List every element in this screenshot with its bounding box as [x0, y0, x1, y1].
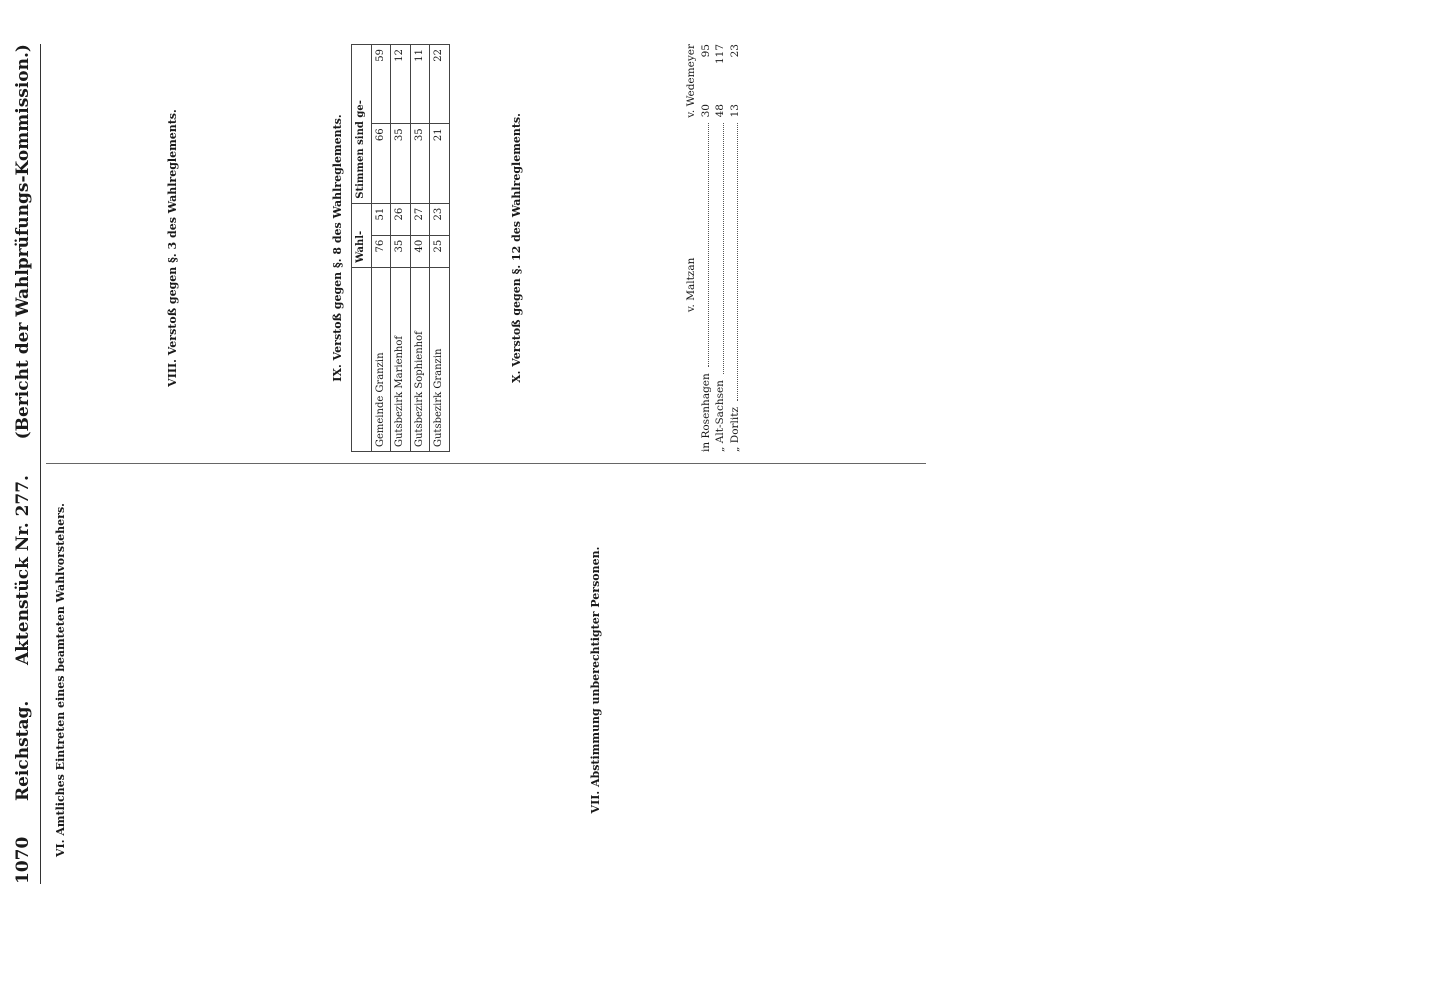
list-item-place: „ Alt-Sachsen	[714, 380, 726, 452]
section-x-heading: X. Verstoß gegen §. 12 des Wahlreglements.	[509, 113, 523, 383]
table-cell-value: 11	[410, 45, 430, 124]
vote-table-place-header	[352, 267, 372, 451]
header-aktenstueck: Aktenstück Nr. 277.	[13, 475, 33, 666]
left-column	[46, 476, 609, 884]
table-cell-value: 25	[430, 235, 450, 267]
table-cell-value: 27	[410, 203, 430, 235]
header-rule	[40, 44, 41, 884]
list-item-place: in Rosenhagen	[699, 373, 712, 452]
candidate-name-2: v. Wedemeyer	[685, 44, 697, 118]
section-viii-heading: VIII. Verstoß gegen §. 3 des Wahlreglements.	[166, 109, 179, 387]
list-item-value: 30	[699, 104, 712, 118]
page-header	[8, 44, 38, 884]
table-cell-place: Gutsbezirk Granzin	[430, 267, 450, 451]
header-reichstag: Reichstag.	[13, 700, 33, 802]
list-item-value: 48	[714, 104, 726, 118]
column-divider	[46, 463, 926, 464]
table-cell-value: 35	[391, 235, 411, 267]
vote-table-eligible-header: Wahl-	[352, 203, 372, 267]
list-item	[728, 44, 743, 452]
table-cell-value: 26	[391, 203, 411, 235]
table-cell-value: 40	[410, 235, 430, 267]
table-cell-value: 66	[371, 124, 391, 203]
list-item-place: „ Dorlitz	[728, 406, 741, 452]
table-cell-place: Gutsbezirk Sophienhof	[410, 267, 430, 451]
table-cell-value: 35	[410, 124, 430, 203]
list-item-value: 117	[714, 44, 726, 65]
table-row	[430, 45, 450, 452]
table-cell-value: 51	[371, 203, 391, 235]
table-row	[371, 45, 391, 452]
table-cell-value: 22	[430, 45, 450, 124]
table-cell-value: 23	[430, 203, 450, 235]
list-item	[699, 44, 714, 452]
table-row	[391, 45, 411, 452]
list-item-value: 23	[728, 44, 741, 58]
right-column	[46, 44, 742, 452]
dot-leader	[699, 123, 710, 367]
table-cell-value: 35	[391, 124, 411, 203]
section-ix-heading: IX. Verstoß gegen §. 8 des Wahlreglements.	[330, 114, 344, 382]
list-item-value: 95	[699, 44, 712, 58]
page-number: 1070	[13, 836, 33, 884]
vote-table-votes-header: Stimmen sind ge-	[352, 45, 372, 204]
header-commission: (Bericht der Wahlprüfungs-Kommission.)	[13, 44, 33, 440]
dot-leader	[713, 123, 724, 374]
section-vii-heading: VII. Abstimmung unberechtigter Personen.	[588, 546, 602, 814]
vote-table	[351, 44, 450, 452]
list-item	[713, 44, 728, 452]
table-cell-place: Gemeinde Granzin	[371, 267, 391, 451]
table-cell-value: 12	[391, 45, 411, 124]
candidate-name-1: v. Maltzan	[685, 257, 697, 313]
table-cell-value: 76	[371, 235, 391, 267]
vote-table-header-row	[352, 45, 372, 452]
list-item-value: 13	[728, 104, 741, 118]
dot-leader	[728, 123, 739, 401]
table-cell-value: 59	[371, 45, 391, 124]
table-cell-value: 21	[430, 124, 450, 203]
section-vi-heading: VI. Amtliches Eintreten eines beamteten Wahlvorstehers.	[54, 503, 67, 857]
table-row	[410, 45, 430, 452]
table-cell-place: Gutsbezirk Marienhof	[391, 267, 411, 451]
candidate-list-header	[684, 44, 699, 452]
